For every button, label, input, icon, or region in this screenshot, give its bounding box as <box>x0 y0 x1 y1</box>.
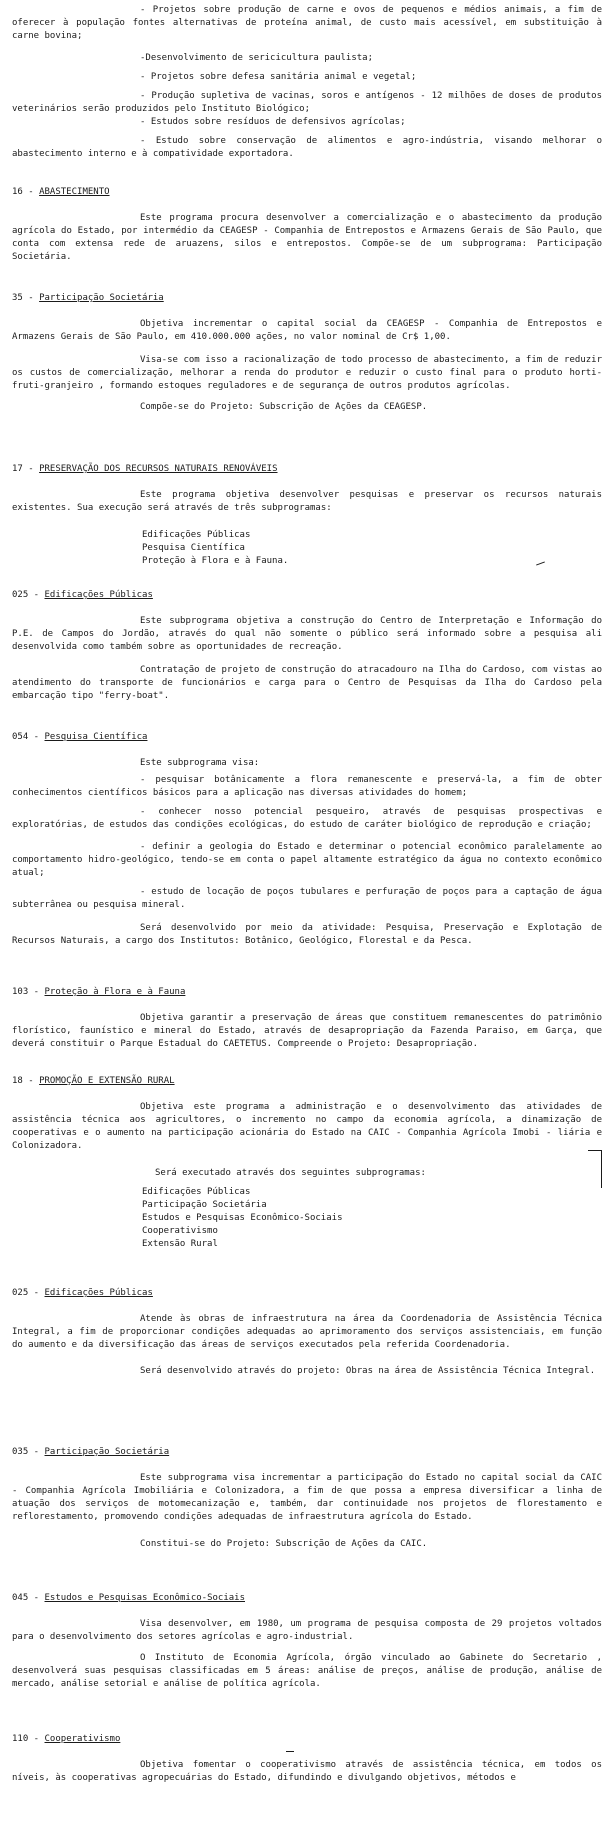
top-item-2: -Desenvolvimento de sericicultura paulista; <box>140 53 373 63</box>
list-item: - pesquisar botânicamente a flora remanescente e preservá-la, a fim de obter conhecimentos científicos básicos para a aplicação nas diversas atividades do homem; <box>12 775 602 798</box>
section-17 <box>12 463 602 568</box>
top-item-1: - Projetos sobre produção de carne e ovos de pequenos e médios animais, a fim de oferecer à população fontes alternativas de proteína animal, de custo mais acessível, em substituição à carne bovina; <box>12 5 602 41</box>
top-item-6: - Estudo sobre conservação de alimentos e agro-indústria, visando melhorar o abastecimento interno e à compatividade exportadora. <box>12 136 602 159</box>
section-054 <box>12 731 602 948</box>
section-heading: 35 - Participação Societária <box>12 293 164 303</box>
section-title: Pesquisa Científica <box>44 732 148 742</box>
section-110 <box>12 1733 602 1785</box>
list-item: Edificações Públicas <box>142 530 251 540</box>
paragraph: Compõe-se do Projeto: Subscrição de Ações da CEAGESP. <box>140 402 428 412</box>
top-item-4: - Produção supletiva de vacinas, soros e antígenos - 12 milhões de doses de produtos veterinários serão produzidos pelo Instituto Biológico; <box>12 91 602 114</box>
section-title: Estudos e Pesquisas Econômico-Sociais <box>44 1593 245 1603</box>
section-025-b <box>12 1287 602 1378</box>
section-045 <box>12 1592 602 1691</box>
section-heading: 110 - Cooperativismo <box>12 1734 121 1744</box>
section-035-b <box>12 1446 602 1551</box>
section-35 <box>12 292 602 414</box>
top-item-5: - Estudos sobre resíduos de defensivos agrícolas; <box>140 117 406 127</box>
list-item: Cooperativismo <box>142 1226 218 1236</box>
list-item: - definir a geologia do Estado e determinar o potencial econômico paralelamente ao comportamento hidro-geológico, tendo-se em conta o papel altamente estratégico da água no contexto econômico atual; <box>12 842 602 878</box>
section-heading: 035 - Participação Societária <box>12 1447 170 1457</box>
paragraph: Visa desenvolver, em 1980, um programa de pesquisa composta de 29 projetos voltados para o desenvolvimento dos setores agrícolas e agro-industrial. <box>12 1619 602 1642</box>
section-heading: 045 - Estudos e Pesquisas Econômico-Sociais <box>12 1593 245 1603</box>
section-title: Participação Societária <box>44 1447 170 1457</box>
subprogram-list <box>12 529 602 568</box>
section-title: Edificações Públicas <box>44 1288 153 1298</box>
section-title: ABASTECIMENTO <box>39 187 110 197</box>
paragraph: Este programa procura desenvolver a comercialização e o abastecimento da produção agrícola do Estado, por intermédio da CEAGESP - Companhia de Entrepostos e Armazens Gerais de São Paulo, que conta com extensa rede de aruazens, silos e entrepostos. Compõe-se de um subprograma: Participação Societária. <box>12 213 602 262</box>
top-item-3: - Projetos sobre defesa sanitária animal e vegetal; <box>140 72 417 82</box>
paragraph: Objetiva este programa a administração e o desenvolvimento das atividades de assistência técnica aos agricultores, o incremento no campo da economia agrícola, a dinamização de cooperativas e o aumento na participação acionária do Estado na CAIC - Companhia Agrícola Imobi - liária e Colonizadora. <box>12 1102 602 1151</box>
section-heading: 054 - Pesquisa Científica <box>12 732 148 742</box>
paragraph: Este subprograma visa: <box>140 758 260 768</box>
paragraph: Constitui-se do Projeto: Subscrição de Ações da CAIC. <box>140 1539 428 1549</box>
section-title: PRESERVAÇÃO DOS RECURSOS NATURAIS RENOVÁVEIS <box>39 464 278 474</box>
section-heading: 025 - Edificações Públicas <box>12 590 153 600</box>
list-item: - conhecer nosso potencial pesqueiro, através de pesquisas prospectivas e exploratórias, de estudos das condições ecológicas, do estudo de caráter biológico de reprodução e criação; <box>12 807 602 830</box>
section-103 <box>12 986 602 1051</box>
paragraph: Objetiva fomentar o cooperativismo através de assistência técnica, em todos os níveis, às cooperativas agropecuárias do Estado, difundindo e divulgando objetivos, métodos e <box>12 1760 602 1783</box>
section-title: Edificações Públicas <box>44 590 153 600</box>
section-heading: 18 - PROMOÇÃO E EXTENSÃO RURAL <box>12 1076 175 1086</box>
section-heading: 025 - Edificações Públicas <box>12 1288 153 1298</box>
top-list <box>12 4 602 161</box>
paragraph: Será desenvolvido através do projeto: Obras na área de Assistência Técnica Integral. <box>140 1366 596 1376</box>
paragraph: Será executado através dos seguintes subprogramas: <box>155 1168 426 1178</box>
section-18 <box>12 1075 602 1251</box>
paragraph: Visa-se com isso a racionalização de todo processo de abastecimento, a fim de reduzir os custos de comercialização, melhorar a renda do produtor e reduzir o custo final para o produto horti-fruti-granjeiro , formando estoques reguladores e de segurança de outros produtos agrícolas. <box>12 355 602 391</box>
section-heading: 16 - ABASTECIMENTO <box>12 187 110 197</box>
paragraph: Será desenvolvido por meio da atividade: Pesquisa, Preservação e Explotação de Recursos Naturais, a cargo dos Institutos: Botânico, Geológico, Florestal e da Pesca. <box>12 923 602 946</box>
paragraph: Este subprograma visa incrementar a participação do Estado no capital social da CAIC - Companhia Agrícola Imobiliária e Colonizadora, a fim de que possa a empresa diversificar a linha de atuação dos serviços de motomecanização e, também, dar continuidade nos projetos de florestamento e reflorestamento, promovendo condições adequadas de infraestrutura agrícola do Estado. <box>12 1473 602 1522</box>
list-item: Proteção à Flora e à Fauna. <box>142 556 289 566</box>
subprogram-list <box>12 1186 602 1251</box>
section-title: Participação Societária <box>39 293 164 303</box>
section-16 <box>12 186 602 264</box>
section-heading: 103 - Proteção à Flora e à Fauna <box>12 987 186 997</box>
scan-mark <box>286 1751 294 1752</box>
paragraph: Contratação de projeto de construção do atracadouro na Ilha do Cardoso, com vistas ao atendimento do transporte de funcionários e carga para o Centro de Pesquisas da Ilha do Cardoso pela embarcação tipo "ferry-boat". <box>12 665 602 701</box>
paragraph: Atende às obras de infraestrutura na área da Coordenadoria de Assistência Técnica Integral, a fim de proporcionar condições adequadas ao aprimoramento dos serviços assistenciais, em função do aumento e da diversificação das áreas de serviços executados pela referida Coordenadoria. <box>12 1314 602 1350</box>
section-title: PROMOÇÃO E EXTENSÃO RURAL <box>39 1076 175 1086</box>
section-title: Cooperativismo <box>44 1734 121 1744</box>
list-item: - estudo de locação de poços tubulares e perfuração de poços para a captação de água subterrânea ou pesquisa mineral. <box>12 887 602 910</box>
list-item: Pesquisa Científica <box>142 543 245 553</box>
list-item: Participação Societária <box>142 1200 267 1210</box>
list-item: Extensão Rural <box>142 1239 218 1249</box>
scan-mark <box>601 1150 602 1188</box>
paragraph: Objetiva incrementar o capital social da CEAGESP - Companhia de Entrepostos e Armazens Gerais de São Paulo, em 410.000.000 ações, no valor nominal de Cr$ 1,00. <box>12 319 602 342</box>
paragraph: Objetiva garantir a preservação de áreas que constituem remanescentes do patrimônio florístico, faunístico e mineral do Estado, através de desapropriação da Fazenda Paraiso, em Garça, que deverá constituir o Parque Estadual do CAETETUS. Compreende o Projeto: Desapropriação. <box>12 1013 602 1049</box>
paragraph: Este programa objetiva desenvolver pesquisas e preservar os recursos naturais existentes. Sua execução será através de três subprogramas: <box>12 490 602 513</box>
paragraph: Este subprograma objetiva a construção do Centro de Interpretação e Informação do P.E. de Campos do Jordão, através do qual não somente o público será informado sobre a pesquisa ali desenvolvida como também sobre as oportunidades de recreação. <box>12 616 602 652</box>
section-heading: 17 - PRESERVAÇÃO DOS RECURSOS NATURAIS RENOVÁVEIS <box>12 464 278 474</box>
list-item: Edificações Públicas <box>142 1187 251 1197</box>
list-item: Estudos e Pesquisas Econômico-Sociais <box>142 1213 343 1223</box>
scan-mark <box>588 1150 602 1151</box>
paragraph: O Instituto de Economia Agrícola, órgão vinculado ao Gabinete do Secretario , desenvolverá suas pesquisas classificadas em 5 áreas: análise de preços, análise de produção, análise de mercado, análise setorial e análise de política agrícola. <box>12 1653 602 1689</box>
section-title: Proteção à Flora e à Fauna <box>44 987 186 997</box>
section-025-a <box>12 589 602 703</box>
